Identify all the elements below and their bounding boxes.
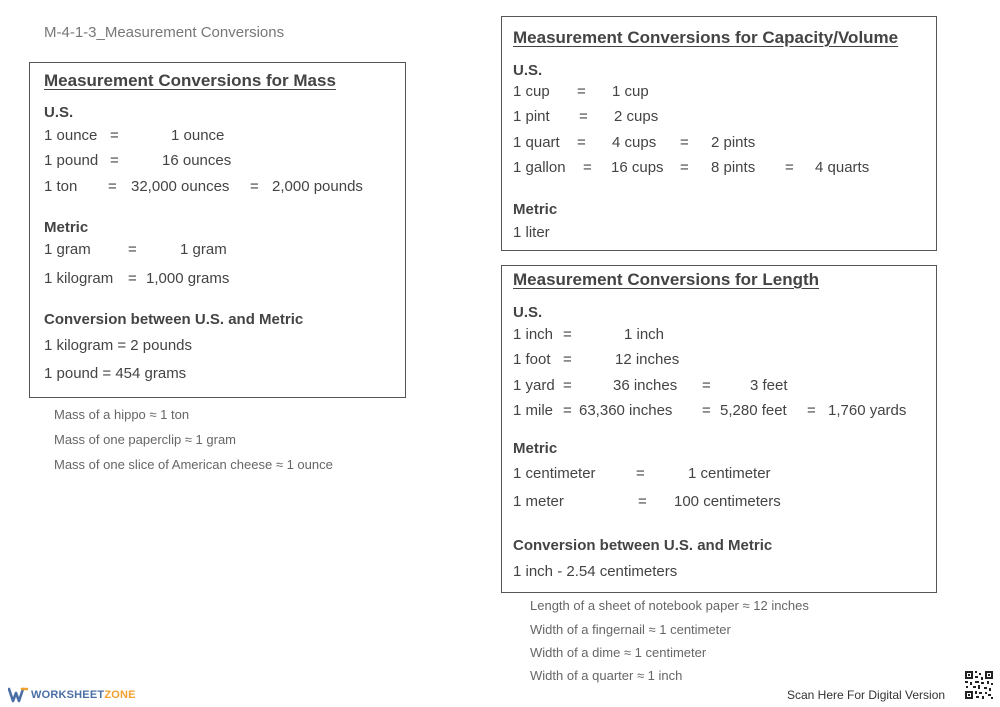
mass-note: Mass of a hippo ≈ 1 ton	[54, 407, 190, 422]
mass-us-row-cell: 1 pound	[44, 152, 99, 169]
logo-text-accent: ZONE	[104, 689, 136, 701]
length-metric-row-cell: =	[636, 465, 645, 482]
length-us-row-cell: =	[702, 377, 711, 394]
length-us-row-cell: 1 inch	[624, 326, 665, 343]
scan-instruction: Scan Here For Digital Version	[787, 688, 946, 702]
logo-w-icon	[8, 687, 28, 703]
mass-us-row-cell: 1 ton	[44, 178, 78, 195]
capacity-us-row-cell: =	[579, 108, 588, 125]
mass-us-row-cell: =	[250, 178, 259, 195]
capacity-us-row-cell: 1 gallon	[513, 159, 566, 176]
length-us-row-cell: =	[563, 377, 572, 394]
length-metric-row-cell: 1 meter	[513, 493, 564, 510]
length-note: Length of a sheet of notebook paper ≈ 12 inches	[530, 598, 809, 613]
capacity-us-row-cell: 1 cup	[513, 83, 550, 100]
length-us-row-cell: =	[563, 351, 572, 368]
length-us-row-cell: 63,360 inches	[579, 402, 673, 419]
length-us-row-cell: 3 feet	[750, 377, 788, 394]
mass-us-row-cell: =	[108, 178, 117, 195]
capacity-us-row-cell: =	[577, 83, 586, 100]
capacity-us-row-cell: =	[680, 134, 689, 151]
mass-us-heading: U.S.	[44, 104, 74, 121]
length-us-row-cell: 5,280 feet	[720, 402, 787, 419]
length-box-title: Measurement Conversions for Length	[513, 270, 820, 289]
length-note: Width of a fingernail ≈ 1 centimeter	[530, 622, 731, 637]
capacity-us-row-cell: =	[680, 159, 689, 176]
mass-metric-row-cell: 1 gram	[44, 241, 91, 258]
length-note: Width of a dime ≈ 1 centimeter	[530, 645, 707, 660]
length-metric-row-cell: 1 centimeter	[513, 465, 596, 482]
length-us-row-cell: =	[702, 402, 711, 419]
logo-text	[31, 689, 136, 701]
mass-box-title: Measurement Conversions for Mass	[44, 71, 336, 90]
length-us-row-cell: =	[563, 326, 572, 343]
mass-metric-row-cell: 1 kilogram	[44, 270, 114, 287]
length-us-row-cell: 1 yard	[513, 377, 555, 394]
length-metric-row-cell: 1 centimeter	[688, 465, 771, 482]
capacity-us-row-cell: =	[785, 159, 794, 176]
capacity-us-row-cell: 4 cups	[612, 134, 657, 151]
mass-conversion-row: 1 kilogram = 2 pounds	[44, 337, 193, 354]
mass-conversion-row: 1 pound = 454 grams	[44, 365, 187, 382]
worksheetzone-logo[interactable]	[8, 686, 136, 704]
capacity-box-title: Measurement Conversions for Capacity/Volume	[513, 28, 899, 47]
mass-us-row-cell: 32,000 ounces	[131, 178, 230, 195]
length-metric-row-cell: =	[638, 493, 647, 510]
length-us-row-cell: 1 foot	[513, 351, 551, 368]
mass-us-row-cell: 16 ounces	[162, 152, 232, 169]
mass-conversion-heading: Conversion between U.S. and Metric	[44, 311, 304, 328]
length-conversion-heading: Conversion between U.S. and Metric	[513, 537, 773, 554]
mass-metric-heading: Metric	[44, 219, 89, 236]
mass-note: Mass of one slice of American cheese ≈ 1 ounce	[54, 457, 333, 472]
capacity-us-row-cell: =	[583, 159, 592, 176]
length-us-row-cell: 36 inches	[613, 377, 678, 394]
mass-note: Mass of one paperclip ≈ 1 gram	[54, 432, 236, 447]
capacity-metric-heading: Metric	[513, 201, 558, 218]
length-conversion-row: 1 inch - 2.54 centimeters	[513, 563, 678, 580]
mass-us-row-cell: =	[110, 152, 119, 169]
capacity-us-row-cell: 8 pints	[711, 159, 756, 176]
capacity-us-row-cell: =	[577, 134, 586, 151]
capacity-us-row-cell: 16 cups	[611, 159, 664, 176]
mass-us-row-cell: 1 ounce	[44, 127, 98, 144]
length-us-row-cell: 12 inches	[615, 351, 680, 368]
mass-us-row-cell: 2,000 pounds	[272, 178, 363, 195]
length-note: Width of a quarter ≈ 1 inch	[530, 668, 683, 683]
mass-metric-row-cell: 1 gram	[180, 241, 227, 258]
logo-text-main: WORKSHEET	[31, 689, 105, 701]
length-us-heading: U.S.	[513, 304, 543, 321]
length-us-row-cell: 1,760 yards	[828, 402, 907, 419]
document-title: M-4-1-3_Measurement Conversions	[44, 24, 285, 41]
capacity-us-row-cell: 2 pints	[711, 134, 756, 151]
capacity-us-row-cell: 4 quarts	[815, 159, 870, 176]
mass-us-row-cell: =	[110, 127, 119, 144]
length-us-row-cell: =	[563, 402, 572, 419]
capacity-us-row-cell: 1 quart	[513, 134, 560, 151]
length-us-row-cell: 1 inch	[513, 326, 554, 343]
capacity-us-heading: U.S.	[513, 62, 543, 79]
capacity-us-row-cell: 1 pint	[513, 108, 550, 125]
capacity-us-row-cell: 2 cups	[614, 108, 659, 125]
qr-code-icon[interactable]	[964, 670, 994, 700]
length-metric-row-cell: 100 centimeters	[674, 493, 781, 510]
capacity-us-row-cell: 1 cup	[612, 83, 649, 100]
length-metric-heading: Metric	[513, 440, 558, 457]
mass-metric-row-cell: =	[128, 270, 137, 287]
mass-metric-row-cell: =	[128, 241, 137, 258]
mass-metric-row-cell: 1,000 grams	[146, 270, 230, 287]
capacity-metric-row: 1 liter	[513, 224, 550, 241]
length-us-row-cell: 1 mile	[513, 402, 554, 419]
length-us-row-cell: =	[807, 402, 816, 419]
mass-us-row-cell: 1 ounce	[171, 127, 225, 144]
